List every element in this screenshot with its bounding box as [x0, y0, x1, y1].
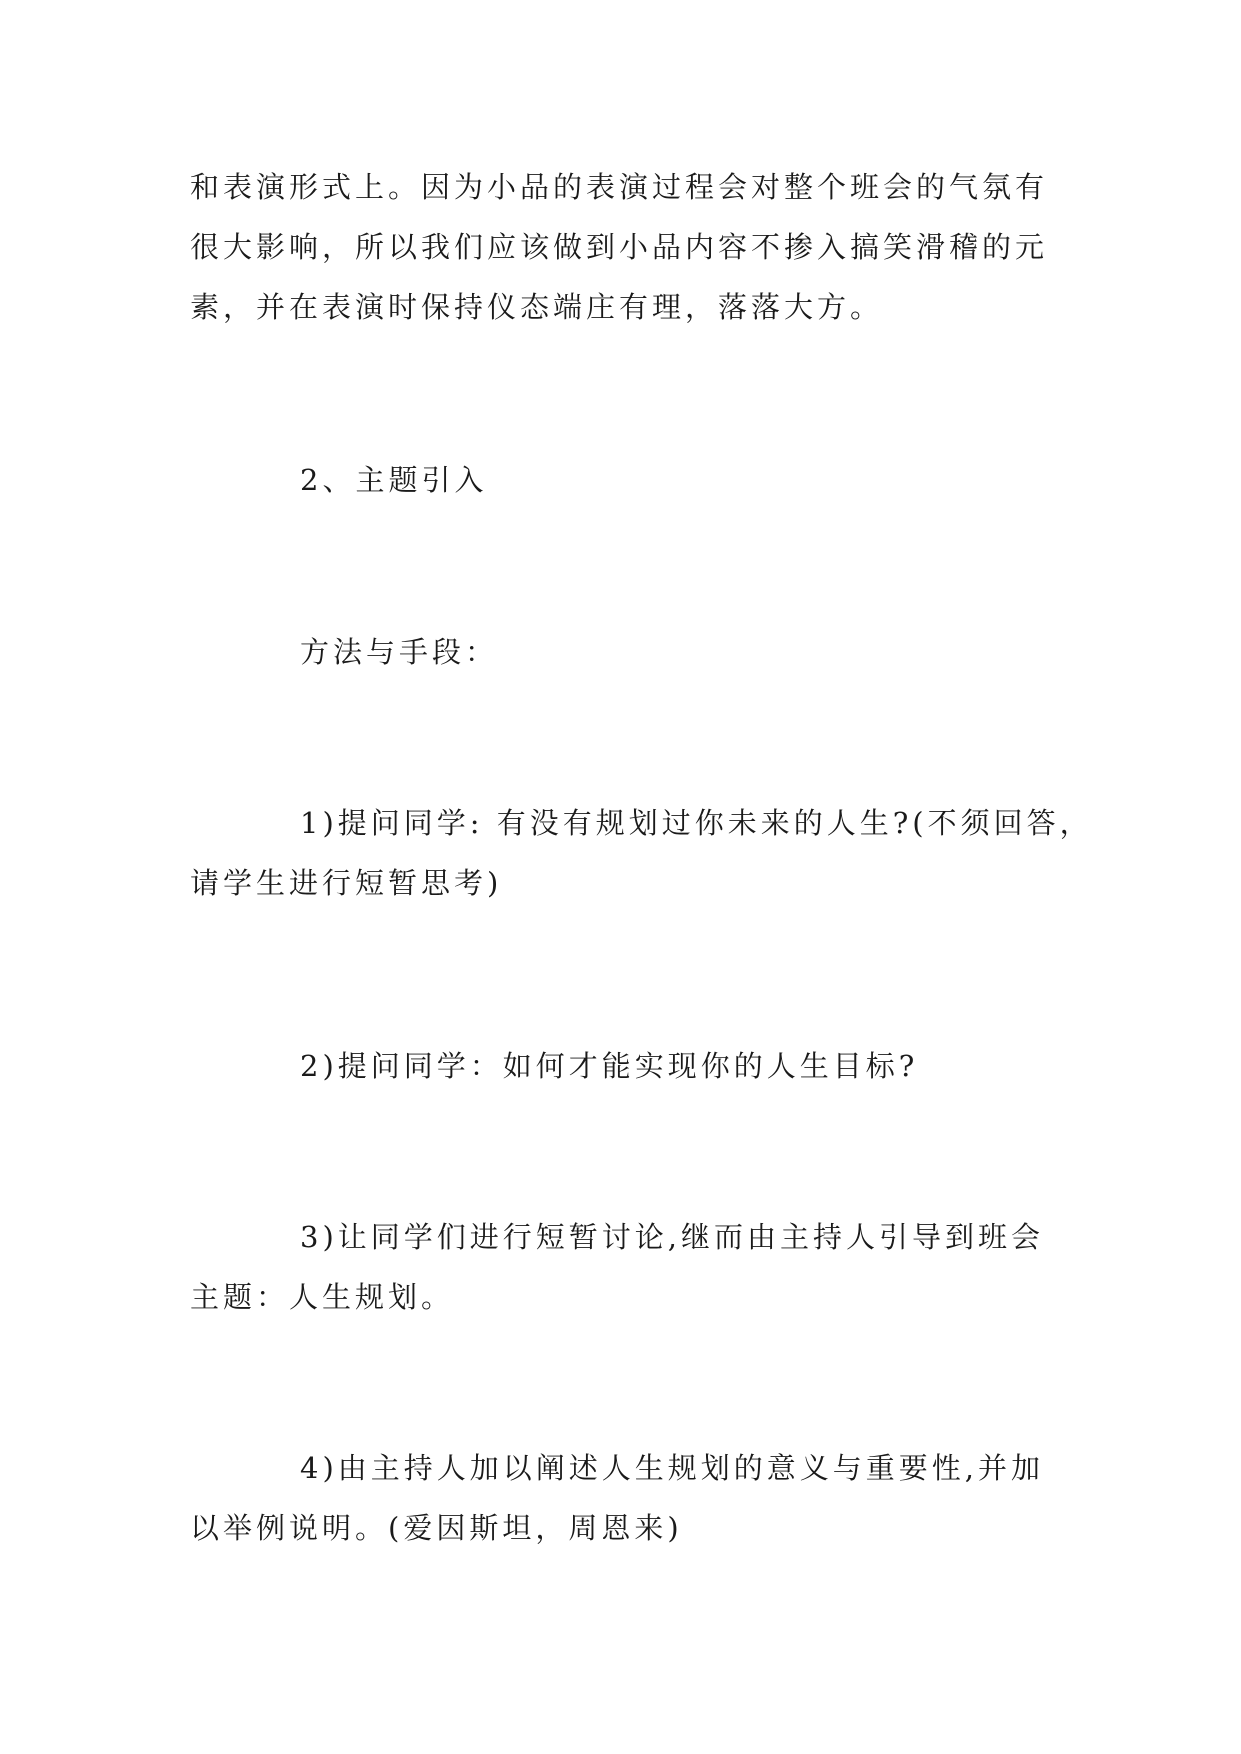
text-line: 以举例说明。(爱因斯坦，周恩来): [190, 1511, 683, 1545]
list-item-step-2: [190, 1036, 1060, 1096]
text-line: 3)让同学们进行短暂讨论,继而由主持人引导到班会: [300, 1220, 1044, 1254]
text-line: 素，并在表演时保持仪态端庄有理，落落大方。: [190, 290, 884, 324]
text-line: 很大影响，所以我们应该做到小品内容不掺入搞笑滑稽的元: [190, 230, 1049, 264]
text-line: 4)由主持人加以阐述人生规划的意义与重要性,并加: [300, 1451, 1044, 1485]
paragraph-performance-note: [190, 157, 1060, 337]
list-item-step-4: [190, 1438, 1060, 1558]
text-line: 方法与手段：: [300, 635, 499, 669]
text-line: 主题：人生规划。: [190, 1280, 455, 1314]
text-line: 2)提问同学：如何才能实现你的人生目标?: [300, 1049, 919, 1083]
list-item-step-1: [190, 793, 1093, 913]
paragraph-methods-label: [190, 622, 1060, 682]
text-line: 请学生进行短暂思考): [190, 866, 503, 900]
text-line: 和表演形式上。因为小品的表演过程会对整个班会的气氛有: [190, 170, 1049, 204]
list-item-step-3: [190, 1207, 1060, 1327]
text-line: 1)提问同学: 有没有规划过你未来的人生?(不须回答，: [300, 806, 1093, 840]
section-heading-topic-intro: [190, 450, 1060, 510]
text-line: 2、主题引入: [300, 463, 488, 497]
